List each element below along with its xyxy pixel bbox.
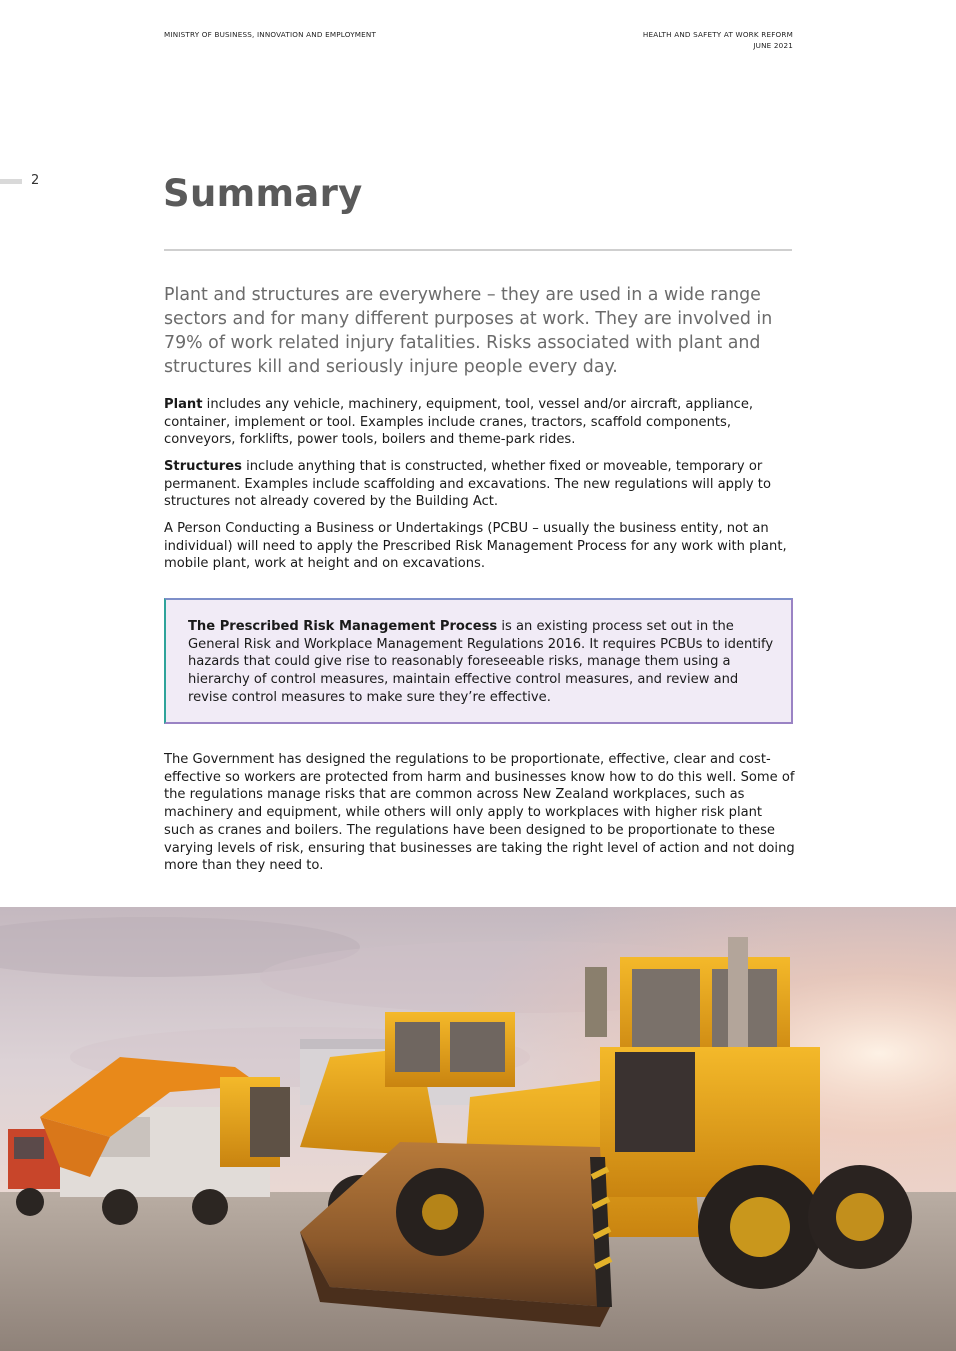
plant-definition: includes any vehicle, machinery, equipment, tool, vessel and/or aircraft, appliance, container, implement or tool. Examples include cranes, tractors, scaffold components, conveyors, forklifts, power tools, boilers and theme-park rides. <box>164 397 754 448</box>
page-number-bar <box>0 179 22 184</box>
plant-term: Plant <box>164 397 203 412</box>
structures-term: Structures <box>164 459 242 474</box>
government-paragraph: The Government has designed the regulations to be proportionate, effective, clear and cost-effective so workers are protected from harm and businesses know how to do this well. Some of the regulations manage risks that are common across New Zealand workplaces, such as machinery and equipment, while others will only apply to workplaces with higher risk plant such as cranes and boilers. The regulations have been designed to be proportionate to these varying levels of risk, ensuring that businesses are taking the right level of action and not doing more than they need to. <box>164 752 795 874</box>
callout-term: The Prescribed Risk Management Process <box>188 619 498 634</box>
plant-paragraph <box>164 396 796 449</box>
pcbu-paragraph: A Person Conducting a Business or Undertakings (PCBU – usually the business entity, not an individual) will need to apply the Prescribed Risk Management Process for any work with plant, mobile plant, work at height and on excavations. <box>164 521 787 572</box>
risk-process-callout <box>164 598 793 724</box>
structures-definition: include anything that is constructed, whether fixed or moveable, temporary or permanent. Examples include scaffolding and excavations. The new regulations will apply to structures not already covered by the Building Act. <box>164 459 771 510</box>
header-report-title: HEALTH AND SAFETY AT WORK REFORM <box>642 30 793 39</box>
callout-text <box>188 618 778 707</box>
construction-machinery-photo <box>0 907 956 1351</box>
callout-definition: is an existing process set out in the General Risk and Workplace Management Regulations 2016. It requires PCBUs to identify hazards that could give rise to reasonably foreseeable risks, manage them using a hierarchy of control measures, maintain effective control measures, and review and revise control measures to make sure they’re effective. <box>188 619 774 705</box>
page-number: 2 <box>31 173 40 188</box>
structures-paragraph <box>164 458 796 511</box>
header-date: JUNE 2021 <box>753 41 793 50</box>
intro-paragraph: Plant and structures are everywhere – they are used in a wide range sectors and for many different purposes at work. They are involved in 79% of work related injury fatalities. Risks associated with plant and structures kill and seriously injure people every day. <box>164 285 773 377</box>
page-title: Summary <box>163 172 363 215</box>
title-divider <box>164 249 792 251</box>
header-ministry: MINISTRY OF BUSINESS, INNOVATION AND EMPLOYMENT <box>164 30 377 39</box>
header-report <box>643 29 793 51</box>
